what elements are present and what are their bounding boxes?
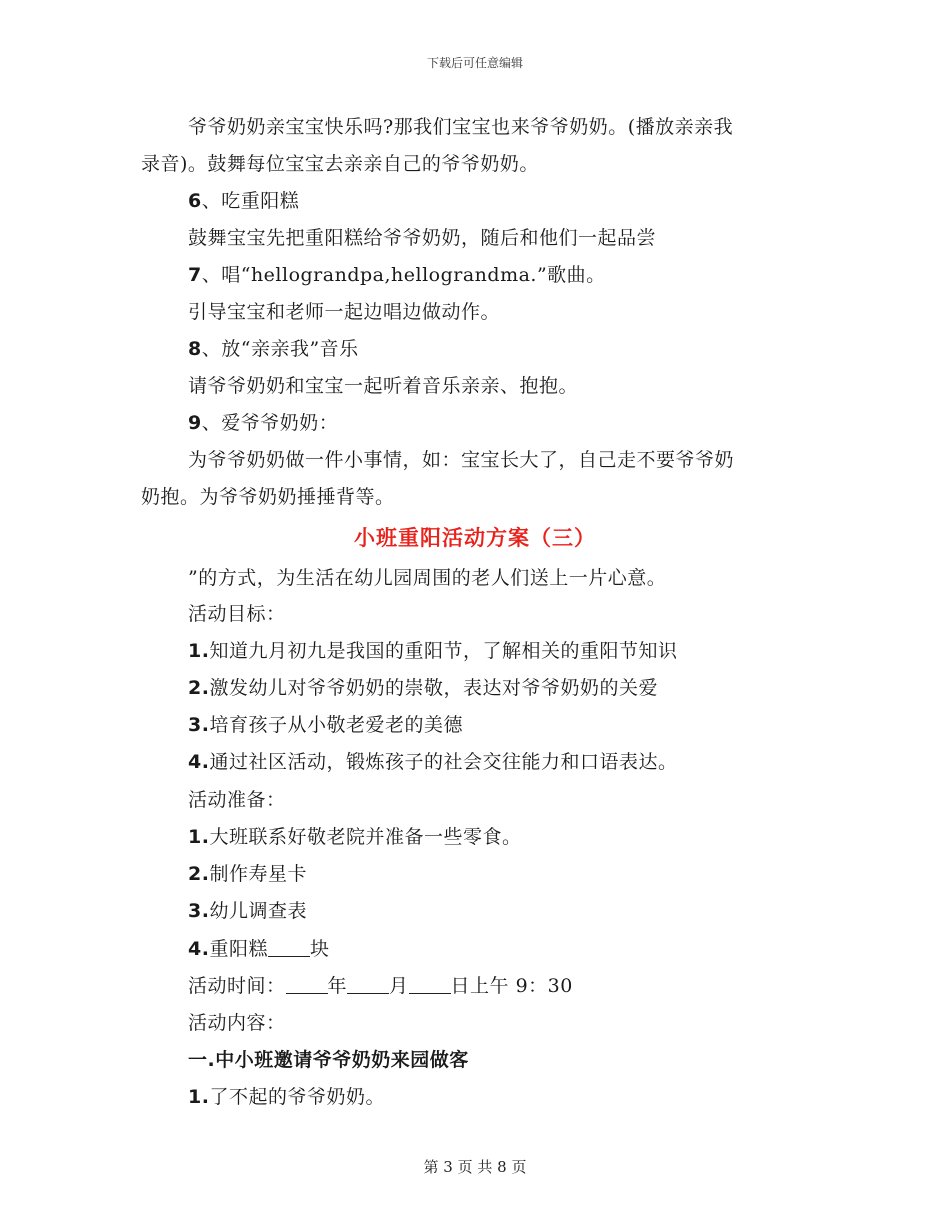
list-number: 4. xyxy=(188,938,210,960)
list-number: 7 xyxy=(188,264,202,286)
list-item xyxy=(188,750,677,774)
list-text: 重阳糕 xyxy=(209,938,268,960)
list-number: 1. xyxy=(188,640,210,662)
list-item xyxy=(188,411,338,435)
list-number: 2. xyxy=(188,863,210,885)
list-item xyxy=(188,337,359,361)
list-text: 制作寿星卡 xyxy=(209,863,307,885)
list-item xyxy=(188,937,329,961)
activity-time-line xyxy=(188,974,573,998)
list-number: 3. xyxy=(188,900,210,922)
paragraph-line: 引导宝宝和老师一起边唱边做动作。 xyxy=(188,301,501,323)
list-number: 1. xyxy=(188,826,210,848)
list-text: 通过社区活动，锻炼孩子的社会交往能力和口语表达。 xyxy=(209,751,678,773)
list-item xyxy=(188,676,658,700)
fill-blank xyxy=(409,975,451,994)
paragraph-line: 为爷爷奶奶做一件小事情，如：宝宝长大了，自己走不要爷爷奶 xyxy=(188,449,735,471)
list-item xyxy=(188,189,299,213)
list-number: 8 xyxy=(188,338,202,360)
list-item xyxy=(188,899,307,923)
paragraph-line: 录音)。鼓舞每位宝宝去亲亲自己的爷爷奶奶。 xyxy=(141,153,539,175)
list-text: 知道九月初九是我国的重阳节，了解相关的重阳节知识 xyxy=(209,640,678,662)
list-text: 培育孩子从小敬老爱老的美德 xyxy=(209,714,463,736)
list-number: 4. xyxy=(188,751,210,773)
paragraph-line: 鼓舞宝宝先把重阳糕给爷爷奶奶，随后和他们一起品尝 xyxy=(188,227,657,249)
day-time-label: 日上午 9：30 xyxy=(450,975,573,997)
list-number: 2. xyxy=(188,677,210,699)
fill-blank xyxy=(268,938,310,957)
list-text: 、放“亲亲我”音乐 xyxy=(201,338,359,360)
list-text: 了不起的爷爷奶奶。 xyxy=(209,1086,385,1108)
subheading: 活动内容： xyxy=(188,1012,286,1034)
list-item xyxy=(188,639,677,663)
month-label: 月 xyxy=(389,975,409,997)
section-heading: 一.中小班邀请爷爷奶奶来园做客 xyxy=(188,1049,469,1071)
paragraph-line: 请爷爷奶奶和宝宝一起听着音乐亲亲、抱抱。 xyxy=(188,375,579,397)
list-text: 大班联系好敬老院并准备一些零食。 xyxy=(209,826,522,848)
subheading: 活动目标： xyxy=(188,603,286,625)
list-item xyxy=(188,1085,385,1109)
fill-blank xyxy=(286,975,328,994)
fill-blank xyxy=(347,975,389,994)
page-footer: 第 3 页 共 8 页 xyxy=(423,1158,527,1176)
list-item xyxy=(188,713,463,737)
list-item xyxy=(188,825,521,849)
time-label: 活动时间： xyxy=(188,975,286,997)
list-number: 1. xyxy=(188,1086,210,1108)
list-text: 激发幼儿对爷爷奶奶的崇敬，表达对爷爷奶奶的关爱 xyxy=(209,677,658,699)
section-title: 小班重阳活动方案（三） xyxy=(354,526,596,550)
list-item xyxy=(188,263,606,287)
list-number: 6 xyxy=(188,190,202,212)
list-item xyxy=(188,862,307,886)
subheading: 活动准备： xyxy=(188,789,286,811)
year-label: 年 xyxy=(327,975,348,997)
list-number: 9 xyxy=(188,412,202,434)
paragraph-line: 爷爷奶奶亲宝宝快乐吗?那我们宝宝也来爷爷奶奶。(播放亲亲我 xyxy=(188,116,734,138)
list-text: 、唱“hellograndpa,hellograndma.”歌曲。 xyxy=(201,264,606,286)
page-header: 下载后可任意编辑 xyxy=(426,56,523,70)
list-text: 幼儿调查表 xyxy=(209,900,307,922)
list-number: 3. xyxy=(188,714,210,736)
list-text: 、吃重阳糕 xyxy=(201,190,300,212)
list-text: 块 xyxy=(309,938,330,960)
paragraph-line: ”的方式，为生活在幼儿园周围的老人们送上一片心意。 xyxy=(188,567,667,589)
list-text: 、爱爷爷奶奶： xyxy=(201,412,339,434)
paragraph-line: 奶抱。为爷爷奶奶捶捶背等。 xyxy=(141,486,395,508)
